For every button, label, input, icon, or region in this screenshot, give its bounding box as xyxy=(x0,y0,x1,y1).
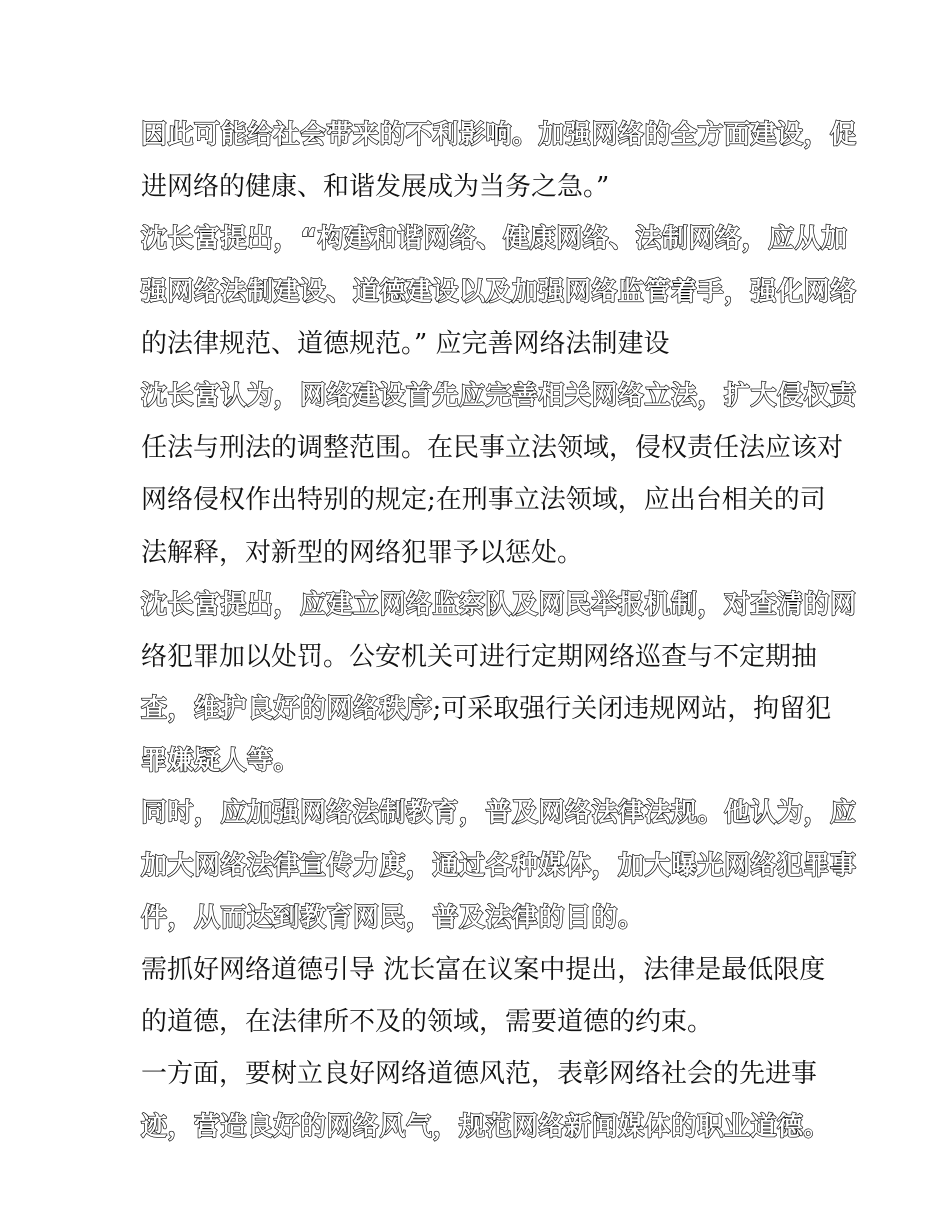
text-line xyxy=(141,527,821,579)
outlined-text-segment: 迹，营造良好的网络风气，规范网络新闻媒体的职业道德。 xyxy=(141,1111,831,1142)
outlined-text-segment: 因此可能给社会带来的不利影响。加强网络的全方面建设，促 xyxy=(141,120,857,150)
text-line xyxy=(141,213,848,265)
text-segment: 络犯罪加以处罚。公安机关可进行定期网络巡查与不定期抽 xyxy=(141,641,818,672)
text-segment: 需抓好网络道德引导 沈长富在议案中提出，法律是最低限度 xyxy=(141,955,826,985)
text-line xyxy=(141,892,821,944)
text-segment: 的道德，在法律所不及的领域，需要道德的约束。 xyxy=(141,1007,714,1038)
text-segment: 一方面，要树立良好网络道德风范，表彰网络社会的先进事 xyxy=(141,1059,818,1090)
outlined-text-segment: 沈长富提出，应建立网络监察队及网民举报机制，对查清的网 xyxy=(141,589,857,620)
text-line xyxy=(141,840,857,892)
text-segment: ;可采取强行关闭违规网站，拘留犯 xyxy=(432,694,832,725)
outlined-text-segment: 罪嫌疑人等。 xyxy=(141,746,301,777)
text-segment: 法解释，对新型的网络犯罪予以惩处。 xyxy=(141,537,584,568)
text-line xyxy=(141,1048,821,1100)
text-line xyxy=(141,161,821,213)
text-line xyxy=(141,1101,831,1153)
text-segment: 的法律规范、道德规范。” 应完善网络法制建设 xyxy=(141,328,670,359)
text-line xyxy=(141,735,821,787)
outlined-text-segment: 强网络法制建设、道德建设以及加强网络监管着手，强化网络 xyxy=(141,276,857,307)
text-segment: 进网络的健康、和谐发展成为当务之急。” xyxy=(141,172,610,203)
document-body xyxy=(141,109,857,1153)
outlined-text-segment: 沈长富提出，“构建和谐网络、健康网络、法制网络，应从加 xyxy=(141,224,848,255)
text-line xyxy=(141,370,857,422)
outlined-text-segment: 沈长富认为，网络建设首先应完善相关网络立法，扩大侵权责 xyxy=(141,380,857,411)
text-line xyxy=(141,579,857,631)
outlined-text-segment: 同时，应加强网络法制教育，普及网络法律法规。他认为，应 xyxy=(141,798,857,829)
text-line xyxy=(141,474,826,526)
text-line xyxy=(141,318,821,370)
text-line xyxy=(141,683,832,735)
text-line xyxy=(141,422,844,474)
text-line xyxy=(141,787,857,839)
outlined-text-segment: 查，维护良好的网络秩序 xyxy=(141,694,433,725)
text-line xyxy=(141,996,821,1048)
text-line xyxy=(141,631,821,683)
text-line xyxy=(141,944,826,996)
text-line xyxy=(141,266,857,318)
text-line xyxy=(141,109,857,161)
text-segment: 网络侵权作出特别的规定;在刑事立法领域，应出台相关的司 xyxy=(141,485,826,516)
outlined-text-segment: 加大网络法律宣传力度，通过各种媒体，加大曝光网络犯罪事 xyxy=(141,850,857,881)
outlined-text-segment: 件，从而达到教育网民，普及法律的目的。 xyxy=(141,902,645,933)
text-segment: 任法与刑法的调整范围。在民事立法领域，侵权责任法应该对 xyxy=(141,433,844,464)
